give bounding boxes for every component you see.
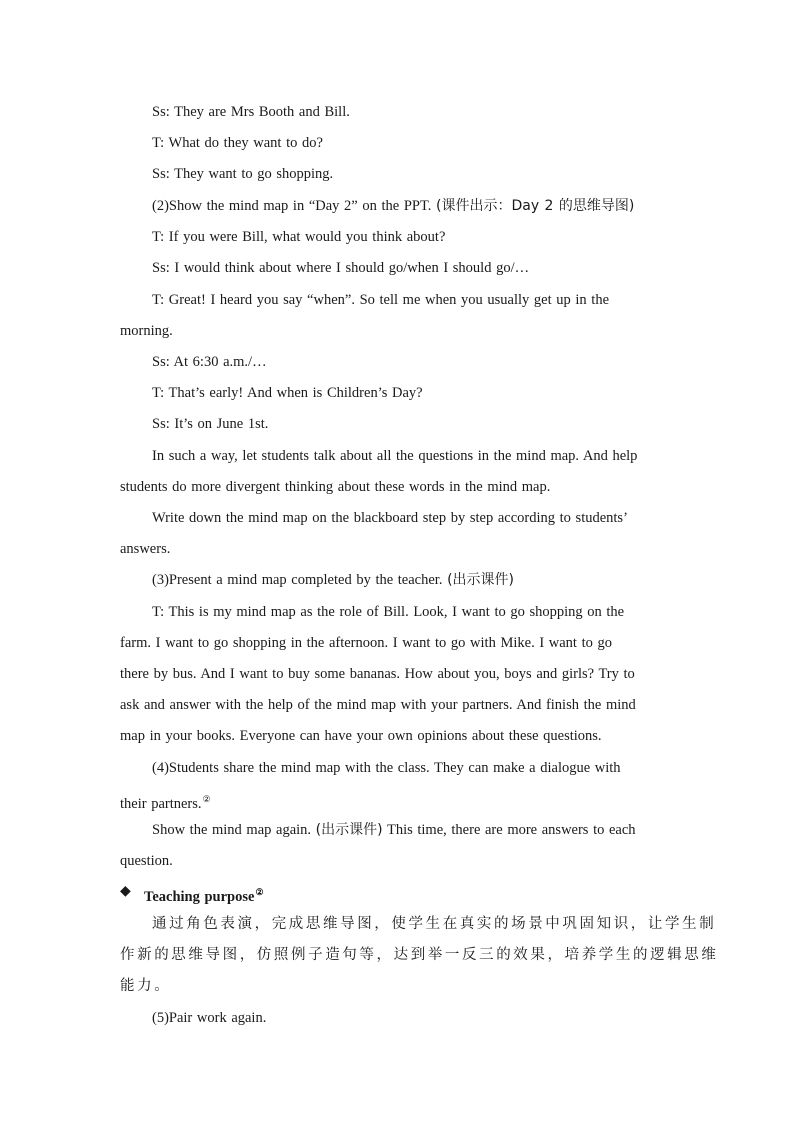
dialogue-line-continued: morning. bbox=[120, 323, 173, 339]
heading-text: Teaching purpose bbox=[144, 889, 255, 905]
paragraph-line-continued: students do more divergent thinking about these words in the mind map. bbox=[120, 479, 551, 495]
step-text: (3)Present a mind map completed by the teacher. bbox=[152, 572, 448, 588]
paragraph-line: T: This is my mind map as the role of Bill. Look, I want to go shopping on the bbox=[152, 604, 625, 620]
dialogue-line: T: That’s early! And when is Children’s Day? bbox=[152, 385, 423, 401]
step-3-line bbox=[152, 570, 672, 590]
step-text: (2)Show the mind map in “Day 2” on the PPT. bbox=[152, 198, 436, 214]
paragraph-text: Show the mind map again. bbox=[152, 822, 316, 838]
paragraph-line-continued bbox=[120, 789, 672, 814]
dialogue-line: T: Great! I heard you say “when”. So tell me when you usually get up in the bbox=[152, 292, 610, 308]
paragraph-line-continued: map in your books. Everyone can have your own opinions about these questions. bbox=[120, 728, 602, 744]
dialogue-line: Ss: It’s on June 1st. bbox=[152, 416, 269, 432]
dialogue-line: Ss: At 6:30 a.m./… bbox=[152, 354, 267, 370]
courseware-note: (课件出示：Day 2 的思维导图) bbox=[436, 198, 635, 214]
step-2-line bbox=[152, 196, 672, 216]
step-text: their partners. bbox=[120, 796, 202, 812]
paragraph-line-continued: answers. bbox=[120, 541, 171, 557]
paragraph-line-continued: there by bus. And I want to buy some bananas. How about you, boys and girls? Try to bbox=[120, 666, 635, 682]
footnote-mark: ② bbox=[202, 794, 211, 804]
paragraph-line-continued: farm. I want to go shopping in the afternoon. I want to go with Mike. I want to go bbox=[120, 635, 612, 651]
dialogue-line: Ss: I would think about where I should go/when I should go/… bbox=[152, 260, 530, 276]
dialogue-line: T: What do they want to do? bbox=[152, 135, 323, 151]
step-4-line: (4)Students share the mind map with the class. They can make a dialogue with bbox=[152, 760, 621, 776]
paragraph-text: This time, there are more answers to each bbox=[382, 822, 636, 838]
paragraph-line bbox=[152, 820, 672, 840]
paragraph-line-continued: question. bbox=[120, 853, 173, 869]
paragraph-line-continued: ask and answer with the help of the mind map with your partners. And finish the mind bbox=[120, 697, 636, 713]
step-5-line: (5)Pair work again. bbox=[152, 1010, 267, 1026]
courseware-note: (出示课件) bbox=[315, 822, 383, 838]
dialogue-line: Ss: They want to go shopping. bbox=[152, 166, 334, 182]
courseware-note: (出示课件) bbox=[447, 572, 515, 588]
diamond-bullet-icon: ◆ bbox=[120, 884, 131, 899]
dialogue-line: Ss: They are Mrs Booth and Bill. bbox=[152, 104, 350, 120]
dialogue-line: T: If you were Bill, what would you think about? bbox=[152, 229, 446, 245]
footnote-mark: ② bbox=[255, 887, 264, 897]
paragraph-line: In such a way, let students talk about all the questions in the mind map. And help bbox=[152, 448, 638, 464]
paragraph-line: Write down the mind map on the blackboard step by step according to students’ bbox=[152, 510, 628, 526]
chinese-paragraph-line: 作新的思维导图，仿照例子造句等，达到举一反三的效果，培养学生的逻辑思维 bbox=[120, 947, 719, 963]
section-heading bbox=[144, 882, 544, 907]
chinese-paragraph-line: 通过角色表演，完成思维导图，使学生在真实的场景中巩固知识，让学生制 bbox=[152, 916, 717, 932]
chinese-paragraph-line: 能力。 bbox=[120, 978, 172, 994]
